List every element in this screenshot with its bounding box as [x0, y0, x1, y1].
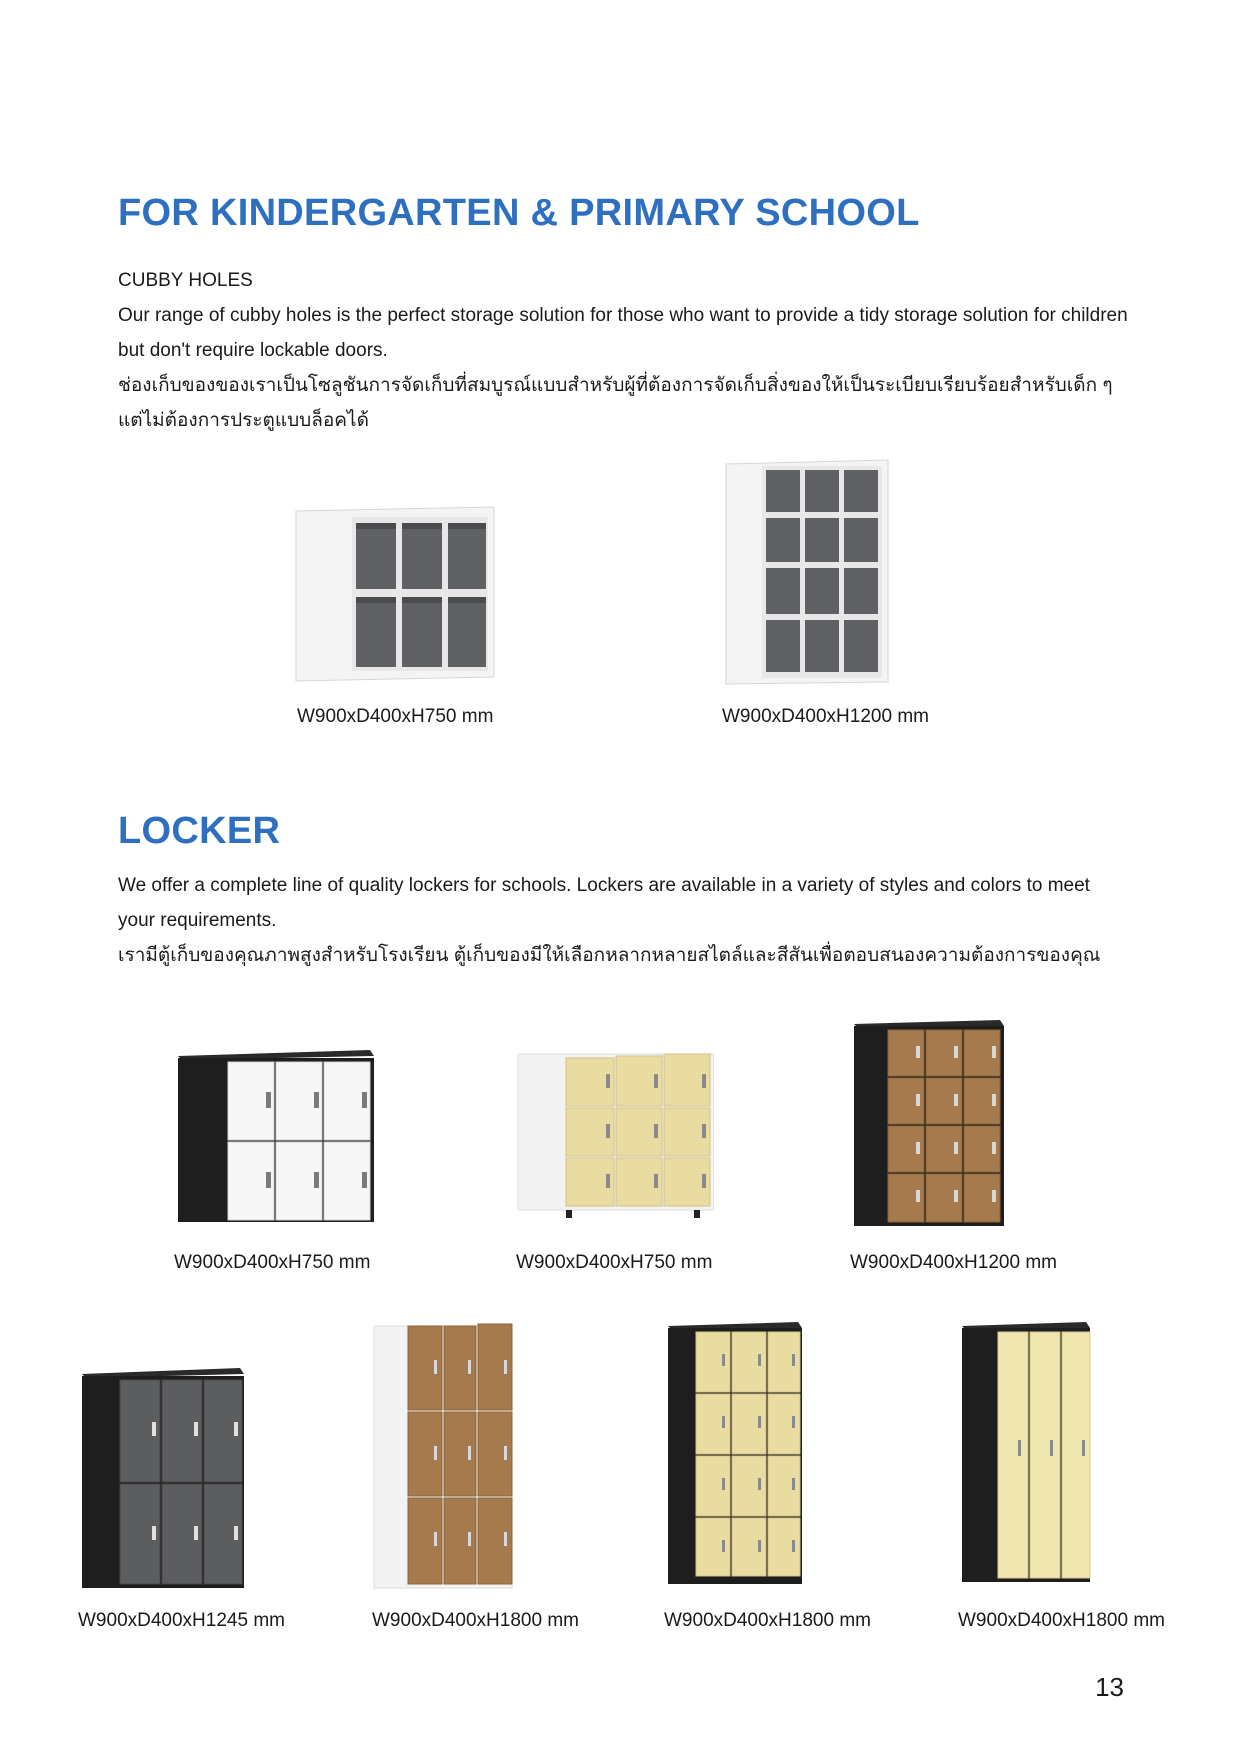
locker-oak-3x3-tall-image [372, 1320, 514, 1590]
section-title-kindergarten: FOR KINDERGARTEN & PRIMARY SCHOOL [118, 192, 920, 234]
section-subtitle-cubby-holes: CUBBY HOLES [118, 270, 253, 291]
locker-caption-6: W900xD400xH1800 mm [664, 1610, 871, 1631]
locker-maple-3x4-tall-image [664, 1318, 804, 1588]
locker-caption-5: W900xD400xH1800 mm [372, 1610, 579, 1631]
locker-oak-3x4-image [850, 1016, 1008, 1230]
cubby-caption-2: W900xD400xH1200 mm [722, 706, 929, 727]
locker-description-th: เรามีตู้เก็บของคุณภาพสูงสำหรับโรงเรียน ตู้เก็บของมีให้เลือกหลากหลายสไตล์และสีสันเพื่อตอบสนองความต้องการของคุณ [118, 945, 1101, 966]
locker-caption-3: W900xD400xH1200 mm [850, 1252, 1057, 1273]
cubby-caption-1: W900xD400xH750 mm [297, 706, 494, 727]
locker-white-3x2-image [174, 1046, 378, 1226]
cubby-hole-3x4-image [722, 458, 892, 686]
cubby-hole-3x2-image [290, 505, 500, 685]
cubby-description-en: Our range of cubby holes is the perfect storage solution for those who want to provide a tidy storage solution for children but don't require lockable doors. [118, 305, 1128, 361]
section-title-locker: LOCKER [118, 810, 281, 852]
locker-description-en: We offer a complete line of quality lockers for schools. Lockers are available in a variety of styles and colors to meet your requirements. [118, 875, 1090, 931]
cubby-description-th: ช่องเก็บของของเราเป็นโซลูชันการจัดเก็บที่สมบูรณ์แบบสำหรับผู้ที่ต้องการจัดเก็บสิ่งของให้เป็นระเบียบเรียบร้อยสำหรับเด็ก ๆ แต่ไม่ต้องการประตูแบบล็อคได้ [118, 375, 1113, 431]
locker-caption-7: W900xD400xH1800 mm [958, 1610, 1165, 1631]
locker-maple-3x3-image [516, 1046, 714, 1222]
page-number: 13 [1095, 1672, 1124, 1702]
locker-caption-2: W900xD400xH750 mm [516, 1252, 713, 1273]
locker-maple-3-door-tall-image [958, 1318, 1094, 1586]
locker-grey-3x2-image [78, 1366, 248, 1592]
locker-caption-4: W900xD400xH1245 mm [78, 1610, 285, 1631]
locker-caption-1: W900xD400xH750 mm [174, 1252, 371, 1273]
